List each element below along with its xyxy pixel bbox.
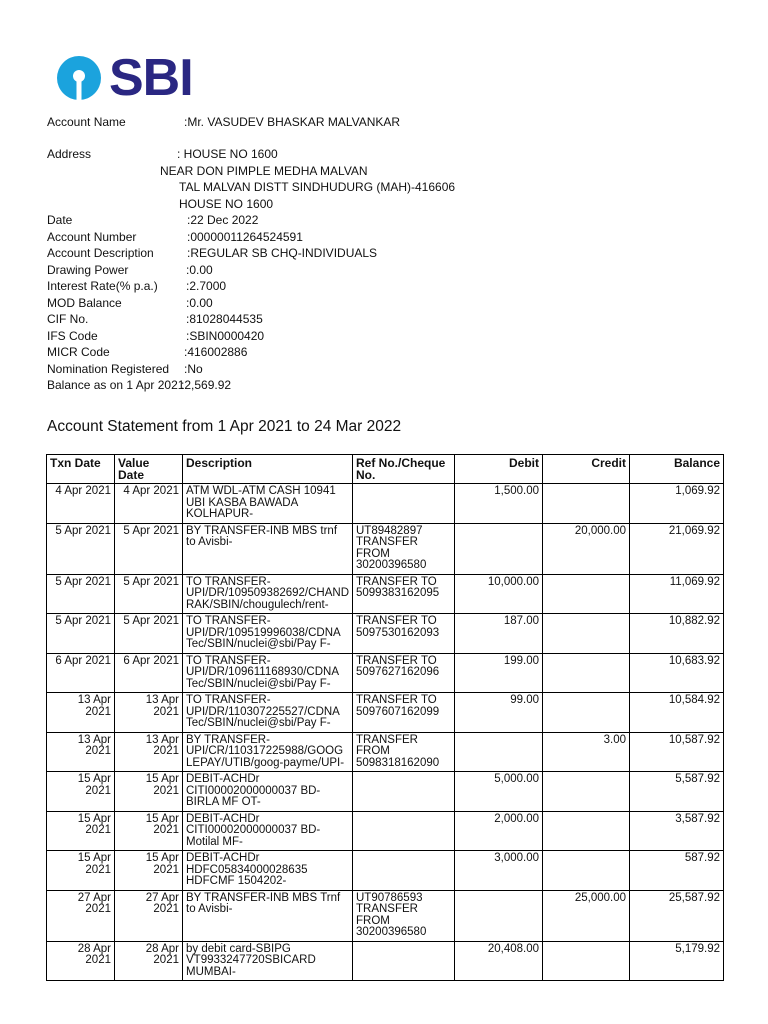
cell-value-date-line: 13 Apr bbox=[145, 733, 179, 746]
cell-txn-date-line: 5 Apr 2021 bbox=[55, 615, 111, 627]
cell-description-line: DEBIT-ACHDr bbox=[186, 852, 260, 864]
cell-value-date-line: 5 Apr 2021 bbox=[123, 575, 179, 588]
cell-ref-no-line: TRANSFER bbox=[356, 536, 418, 548]
account-name-label: Account Name bbox=[47, 115, 126, 129]
cell-balance: 3,587.92 bbox=[630, 811, 724, 851]
cell-debit: 5,000.00 bbox=[455, 772, 543, 812]
table-row bbox=[47, 732, 724, 772]
cell-description-line: UPI/DR/110307225527/CDNA bbox=[186, 705, 340, 718]
cell-description-line: DEBIT-ACHDr bbox=[186, 812, 260, 825]
cell-txn-date-line: 15 Apr bbox=[77, 852, 111, 864]
cell-txn-date bbox=[47, 484, 115, 524]
cell-description-line: HDFCMF 1504202- bbox=[186, 875, 287, 887]
cell-value-date bbox=[115, 523, 183, 574]
table-row bbox=[47, 653, 724, 693]
cell-ref-no-line: 30200396580 bbox=[356, 926, 427, 938]
cell-ref-no-line: 5097607162099 bbox=[356, 705, 440, 718]
table-row bbox=[47, 693, 724, 733]
cell-ref-no bbox=[353, 693, 455, 733]
cell-value-date-line: 2021 bbox=[153, 824, 179, 836]
col-header-debit: Debit bbox=[455, 455, 543, 484]
cell-description bbox=[183, 811, 353, 851]
cell-description-line: UPI/DR/109509382692/CHAND bbox=[186, 587, 350, 599]
opening-balance-value: :2,569.92 bbox=[181, 378, 232, 392]
cell-credit bbox=[543, 484, 630, 524]
cell-debit: 187.00 bbox=[455, 614, 543, 654]
cell-description-line: Tec/SBIN/nuclei@sbi/Pay F- bbox=[186, 677, 331, 690]
cell-ref-no-line: FROM bbox=[356, 547, 390, 560]
cell-description bbox=[183, 732, 353, 772]
cell-txn-date-line: 2021 bbox=[85, 745, 111, 757]
address-label: Address bbox=[47, 147, 92, 161]
cell-value-date bbox=[115, 653, 183, 693]
cell-description-line: TO TRANSFER- bbox=[186, 575, 271, 588]
micr-value: :416002886 bbox=[184, 345, 248, 359]
cell-ref-no bbox=[353, 732, 455, 772]
cell-value-date-line: 15 Apr bbox=[145, 773, 179, 785]
cell-balance: 11,069.92 bbox=[630, 574, 724, 614]
cell-balance: 10,683.92 bbox=[630, 653, 724, 693]
cell-description-line: Motilal MF- bbox=[186, 835, 243, 848]
cell-description-line: BY TRANSFER- bbox=[186, 733, 270, 746]
cell-debit: 20,408.00 bbox=[455, 941, 543, 981]
cell-txn-date-line: 2021 bbox=[85, 824, 111, 836]
col-header-value-date: Value Date bbox=[115, 455, 183, 484]
mod-balance-label: MOD Balance bbox=[47, 296, 122, 310]
cell-ref-no-line: 30200396580 bbox=[356, 559, 427, 571]
table-row bbox=[47, 772, 724, 812]
cell-description-line: DEBIT-ACHDr bbox=[186, 773, 260, 785]
date-label: Date bbox=[47, 213, 73, 227]
cell-ref-no-line: 5099383162095 bbox=[356, 587, 440, 599]
cell-txn-date bbox=[47, 811, 115, 851]
cell-ref-no bbox=[353, 772, 455, 812]
cell-description bbox=[183, 653, 353, 693]
micr-label: MICR Code bbox=[47, 345, 110, 359]
cell-value-date-line: 2021 bbox=[153, 784, 179, 797]
cell-ref-no-line: TRANSFER bbox=[356, 733, 418, 746]
cell-txn-date-line: 6 Apr 2021 bbox=[55, 654, 111, 667]
cell-value-date-line: 6 Apr 2021 bbox=[123, 654, 179, 667]
cell-debit: 199.00 bbox=[455, 653, 543, 693]
account-number-label: Account Number bbox=[47, 230, 137, 244]
cell-description-line: RAK/SBIN/chougulech/rent- bbox=[186, 598, 329, 611]
cell-description-line: UPI/DR/109519996038/CDNA bbox=[186, 626, 341, 639]
cell-balance: 1,069.92 bbox=[630, 484, 724, 524]
cell-description-line: to Avisbi- bbox=[186, 903, 233, 915]
cell-description bbox=[183, 523, 353, 574]
cell-description-line: CITI00002000000037 BD- bbox=[186, 784, 321, 797]
cell-ref-no-line: TRANSFER TO bbox=[356, 654, 437, 667]
cell-debit bbox=[455, 890, 543, 941]
cell-description-line: KOLHAPUR- bbox=[186, 508, 254, 520]
cell-description-line: MUMBAI- bbox=[186, 965, 236, 978]
cell-description bbox=[183, 693, 353, 733]
cell-description bbox=[183, 851, 353, 891]
cell-credit bbox=[543, 614, 630, 654]
cell-description bbox=[183, 941, 353, 981]
table-row bbox=[47, 890, 724, 941]
cell-value-date-line: 28 Apr bbox=[145, 942, 179, 955]
col-header-txn-date: Txn Date bbox=[47, 455, 115, 484]
col-header-description: Description bbox=[183, 455, 353, 484]
table-row bbox=[47, 941, 724, 981]
table-header-row bbox=[47, 455, 724, 484]
cell-value-date-line: 2021 bbox=[153, 745, 179, 757]
statement-title: Account Statement from 1 Apr 2021 to 24 Mar 2022 bbox=[47, 418, 402, 435]
cell-txn-date bbox=[47, 941, 115, 981]
cell-description-line: TO TRANSFER- bbox=[186, 654, 271, 667]
cell-balance: 10,587.92 bbox=[630, 732, 724, 772]
cell-ref-no-line: TRANSFER TO bbox=[356, 575, 437, 588]
cell-description bbox=[183, 890, 353, 941]
cell-credit bbox=[543, 851, 630, 891]
nomination-value: :No bbox=[184, 362, 203, 376]
cell-value-date bbox=[115, 772, 183, 812]
cell-txn-date-line: 5 Apr 2021 bbox=[55, 575, 111, 588]
cell-balance: 10,882.92 bbox=[630, 614, 724, 654]
col-header-credit: Credit bbox=[543, 455, 630, 484]
cell-debit: 3,000.00 bbox=[455, 851, 543, 891]
cif-label: CIF No. bbox=[47, 312, 89, 326]
table-row bbox=[47, 811, 724, 851]
cell-txn-date-line: 13 Apr bbox=[77, 694, 111, 706]
table-row bbox=[47, 851, 724, 891]
cell-txn-date-line: 2021 bbox=[85, 954, 111, 966]
cell-value-date bbox=[115, 851, 183, 891]
cell-ref-no bbox=[353, 811, 455, 851]
cell-balance: 10,584.92 bbox=[630, 693, 724, 733]
cell-value-date bbox=[115, 811, 183, 851]
cell-ref-no-line: 5098318162090 bbox=[356, 756, 440, 769]
nomination-label: Nomination Registered bbox=[47, 362, 170, 376]
cell-balance: 5,179.92 bbox=[630, 941, 724, 981]
cell-description-line: ATM WDL-ATM CASH 10941 bbox=[186, 485, 336, 497]
cell-credit bbox=[543, 574, 630, 614]
col-header-balance: Balance bbox=[630, 455, 724, 484]
cell-ref-no-line: TRANSFER TO bbox=[356, 694, 437, 706]
interest-rate-value: :2.7000 bbox=[186, 279, 227, 293]
cell-txn-date bbox=[47, 614, 115, 654]
cell-credit bbox=[543, 941, 630, 981]
cell-description bbox=[183, 484, 353, 524]
col-header-ref: Ref No./Cheque No. bbox=[353, 455, 455, 484]
cell-txn-date-line: 4 Apr 2021 bbox=[55, 485, 111, 497]
cell-value-date-line: 13 Apr bbox=[145, 694, 179, 706]
ifs-value: :SBIN0000420 bbox=[186, 329, 265, 343]
cell-value-date-line: 2021 bbox=[153, 863, 179, 876]
table-row bbox=[47, 614, 724, 654]
cell-ref-no bbox=[353, 574, 455, 614]
cell-description-line: VT9933247720SBICARD bbox=[186, 954, 316, 966]
statement-table-body bbox=[47, 484, 724, 981]
account-name-value: :Mr. VASUDEV BHASKAR MALVANKAR bbox=[184, 115, 401, 129]
cell-description-line: TO TRANSFER- bbox=[186, 694, 271, 706]
sbi-logo bbox=[55, 49, 193, 107]
cell-ref-no-line: 5097627162096 bbox=[356, 666, 440, 678]
cell-debit bbox=[455, 523, 543, 574]
cell-value-date bbox=[115, 693, 183, 733]
cell-credit: 20,000.00 bbox=[543, 523, 630, 574]
cell-description-line: UPI/DR/109611168930/CDNA bbox=[186, 666, 339, 678]
cell-txn-date-line: 15 Apr bbox=[77, 812, 111, 825]
cell-txn-date-line: 5 Apr 2021 bbox=[55, 524, 111, 537]
cell-credit bbox=[543, 693, 630, 733]
cell-debit: 2,000.00 bbox=[455, 811, 543, 851]
cell-balance: 21,069.92 bbox=[630, 523, 724, 574]
cell-ref-no-line: FROM bbox=[356, 914, 390, 927]
cell-description-line: BY TRANSFER-INB MBS trnf bbox=[186, 524, 338, 537]
cell-description-line: UBI KASBA BAWADA bbox=[186, 496, 299, 509]
cell-ref-no bbox=[353, 851, 455, 891]
cell-description-line: to Avisbi- bbox=[186, 536, 233, 548]
address-line-3: TAL MALVAN DISTT SINDHUDURG (MAH)-416606 bbox=[179, 180, 456, 194]
cell-value-date-line: 27 Apr bbox=[145, 891, 179, 904]
cell-ref-no bbox=[353, 941, 455, 981]
cell-ref-no-line: TRANSFER TO bbox=[356, 615, 437, 627]
cell-txn-date bbox=[47, 890, 115, 941]
cell-value-date-line: 5 Apr 2021 bbox=[123, 615, 179, 627]
cell-debit: 1,500.00 bbox=[455, 484, 543, 524]
opening-balance-label: Balance as on 1 Apr 2021 bbox=[47, 378, 185, 392]
cell-ref-no-line: TRANSFER bbox=[356, 903, 418, 915]
cell-description bbox=[183, 772, 353, 812]
interest-rate-label: Interest Rate(% p.a.) bbox=[47, 279, 158, 293]
cell-txn-date bbox=[47, 523, 115, 574]
address-line-4: HOUSE NO 1600 bbox=[179, 197, 274, 211]
account-number-value: :00000011264524591 bbox=[187, 230, 303, 244]
cell-txn-date bbox=[47, 574, 115, 614]
cell-credit: 25,000.00 bbox=[543, 890, 630, 941]
sbi-keyhole-icon bbox=[55, 54, 105, 102]
cell-ref-no-line: FROM bbox=[356, 745, 390, 757]
cell-description-line: UPI/CR/110317225988/GOOG bbox=[186, 745, 344, 757]
cell-credit bbox=[543, 811, 630, 851]
statement-table bbox=[46, 454, 724, 981]
cell-debit: 10,000.00 bbox=[455, 574, 543, 614]
cell-value-date-line: 2021 bbox=[153, 705, 179, 718]
table-row bbox=[47, 484, 724, 524]
cell-debit bbox=[455, 732, 543, 772]
cell-description-line: Tec/SBIN/nuclei@sbi/Pay F- bbox=[186, 638, 331, 650]
cell-ref-no bbox=[353, 653, 455, 693]
table-row bbox=[47, 574, 724, 614]
cell-balance: 5,587.92 bbox=[630, 772, 724, 812]
cell-description-line: HDFC05834000028635 bbox=[186, 863, 308, 876]
address-line-1: : HOUSE NO 1600 bbox=[177, 147, 278, 161]
account-description-value: :REGULAR SB CHQ-INDIVIDUALS bbox=[187, 246, 378, 260]
cell-txn-date bbox=[47, 732, 115, 772]
cell-value-date-line: 15 Apr bbox=[145, 812, 179, 825]
cell-value-date bbox=[115, 614, 183, 654]
cell-debit: 99.00 bbox=[455, 693, 543, 733]
cell-txn-date-line: 27 Apr bbox=[77, 891, 111, 904]
cell-txn-date bbox=[47, 851, 115, 891]
drawing-power-label: Drawing Power bbox=[47, 263, 129, 277]
cell-description-line: TO TRANSFER- bbox=[186, 615, 271, 627]
cell-value-date-line: 4 Apr 2021 bbox=[123, 485, 179, 497]
mod-balance-value: :0.00 bbox=[186, 296, 213, 310]
drawing-power-value: :0.00 bbox=[186, 263, 213, 277]
cell-ref-no bbox=[353, 614, 455, 654]
cell-txn-date bbox=[47, 653, 115, 693]
cell-txn-date-line: 2021 bbox=[85, 903, 111, 915]
account-description-label: Account Description bbox=[47, 246, 154, 260]
cell-description-line: BY TRANSFER-INB MBS Trnf bbox=[186, 891, 341, 904]
cell-txn-date-line: 2021 bbox=[85, 784, 111, 797]
cell-txn-date-line: 28 Apr bbox=[77, 942, 111, 955]
cell-description-line: Tec/SBIN/nuclei@sbi/Pay F- bbox=[186, 717, 331, 729]
cell-txn-date bbox=[47, 693, 115, 733]
cell-value-date-line: 2021 bbox=[153, 903, 179, 915]
cell-value-date-line: 15 Apr bbox=[145, 852, 179, 864]
cell-ref-no-line: UT89482897 bbox=[356, 524, 423, 537]
cell-value-date-line: 5 Apr 2021 bbox=[123, 524, 179, 537]
cell-description-line: CITI00002000000037 BD- bbox=[186, 824, 321, 836]
cell-ref-no bbox=[353, 890, 455, 941]
cell-txn-date-line: 15 Apr bbox=[77, 773, 111, 785]
cell-txn-date bbox=[47, 772, 115, 812]
table-row bbox=[47, 523, 724, 574]
cell-balance: 587.92 bbox=[630, 851, 724, 891]
cell-txn-date-line: 13 Apr bbox=[77, 733, 111, 746]
cell-credit bbox=[543, 653, 630, 693]
cell-value-date bbox=[115, 941, 183, 981]
cell-ref-no bbox=[353, 523, 455, 574]
cell-value-date bbox=[115, 732, 183, 772]
cell-value-date bbox=[115, 890, 183, 941]
cell-description bbox=[183, 614, 353, 654]
cell-txn-date-line: 2021 bbox=[85, 705, 111, 718]
cell-ref-no-line: 5097530162093 bbox=[356, 626, 440, 639]
cell-ref-no-line: UT90786593 bbox=[356, 891, 423, 904]
sbi-logo-text: SBI bbox=[109, 49, 193, 107]
cell-description-line: LEPAY/UTIB/goog-payme/UPI- bbox=[186, 756, 345, 769]
cell-ref-no bbox=[353, 484, 455, 524]
address-line-2: NEAR DON PIMPLE MEDHA MALVAN bbox=[160, 164, 368, 178]
cif-value: :81028044535 bbox=[186, 312, 263, 326]
cell-description bbox=[183, 574, 353, 614]
cell-txn-date-line: 2021 bbox=[85, 863, 111, 876]
cell-description-line: by debit card-SBIPG bbox=[186, 942, 291, 955]
cell-value-date bbox=[115, 574, 183, 614]
cell-credit bbox=[543, 772, 630, 812]
ifs-label: IFS Code bbox=[47, 329, 98, 343]
cell-balance: 25,587.92 bbox=[630, 890, 724, 941]
date-value: :22 Dec 2022 bbox=[187, 213, 259, 227]
cell-description-line: BIRLA MF OT- bbox=[186, 796, 261, 808]
cell-value-date bbox=[115, 484, 183, 524]
cell-value-date-line: 2021 bbox=[153, 954, 179, 966]
cell-credit: 3.00 bbox=[543, 732, 630, 772]
